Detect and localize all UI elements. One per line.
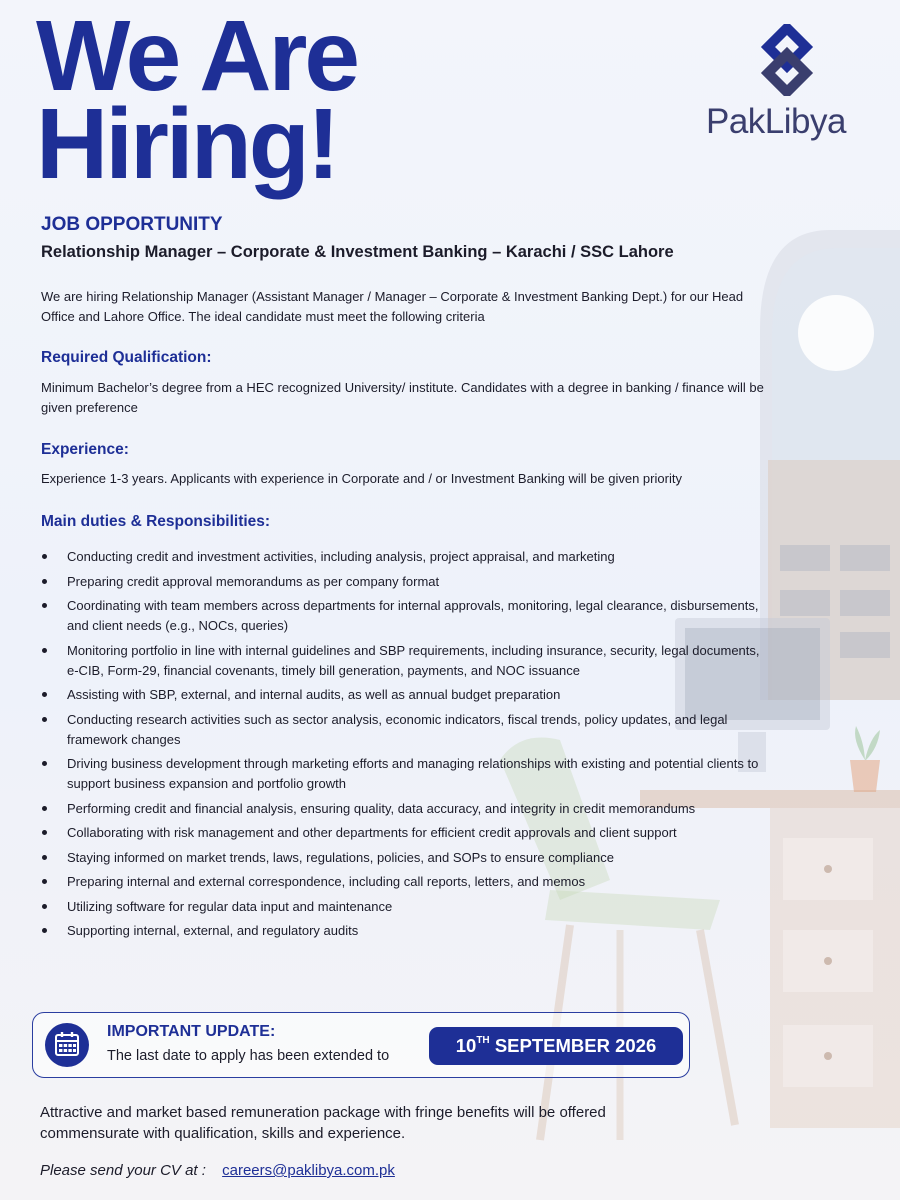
hero-line-1: We Are: [36, 0, 358, 112]
logo-wordmark: PakLibya: [706, 102, 846, 141]
duties-heading: Main duties & Responsibilities:: [41, 513, 271, 530]
experience-heading: Experience:: [41, 441, 129, 458]
job-title: Relationship Manager – Corporate & Investment Banking – Karachi / SSC Lahore: [41, 243, 674, 261]
qualification-text: Minimum Bachelor’s degree from a HEC recognized University/ institute. Candidates with a degree in banking / finance will be given preference: [41, 380, 764, 415]
duties-list: [41, 547, 761, 946]
update-heading: IMPORTANT UPDATE:: [107, 1023, 276, 1040]
cv-contact-line: [40, 1162, 395, 1179]
calendar-icon: [54, 1031, 80, 1057]
list-item: Preparing credit approval memorandums as per company format: [41, 572, 761, 592]
list-item: Supporting internal, external, and regulatory audits: [41, 921, 761, 941]
list-item: Coordinating with team members across departments for internal approvals, monitoring, legal clearance, disbursements, and client needs (e.g., NOCs, queries): [41, 596, 761, 636]
hero-headline: [36, 0, 358, 200]
deadline-date-badge: [429, 1027, 683, 1065]
list-item: Conducting credit and investment activities, including analysis, project appraisal, and marketing: [41, 547, 761, 567]
company-logo: [706, 24, 870, 148]
list-item: Staying informed on market trends, laws, regulations, policies, and SOPs to ensure compliance: [41, 848, 761, 868]
list-item: Performing credit and financial analysis, ensuring quality, data accuracy, and integrity in credit memorandums: [41, 799, 761, 819]
list-item: Utilizing software for regular data input and maintenance: [41, 897, 761, 917]
list-item: Monitoring portfolio in line with internal guidelines and SBP requirements, including insurance, security, legal documents, e-CIB, Form-29, financial covenants, timely bill generation, payments, and NOC issuance: [41, 641, 761, 681]
benefits-text: Attractive and market based remuneration package with fringe benefits will be offered commensurate with qualification, skills and experience.: [40, 1104, 606, 1142]
qualification-heading: Required Qualification:: [41, 349, 212, 366]
important-update-box: [32, 1012, 690, 1078]
update-text: The last date to apply has been extended to: [107, 1048, 390, 1064]
intro-paragraph: We are hiring Relationship Manager (Assistant Manager / Manager – Corporate & Investment Banking Dept.) for our Head Office and Lahore Office. The ideal candidate must meet the following criteria: [41, 289, 744, 324]
job-opportunity-label: JOB OPPORTUNITY: [41, 214, 223, 235]
list-item: Assisting with SBP, external, and internal audits, as well as annual budget preparation: [41, 685, 761, 705]
hero-line-2: Hiring!: [36, 88, 338, 200]
date-month-year: SEPTEMBER 2026: [494, 1035, 657, 1056]
list-item: Collaborating with risk management and other departments for efficient credit approvals and client support: [41, 823, 761, 843]
experience-text: Experience 1-3 years. Applicants with experience in Corporate and / or Investment Banking will be given priority: [41, 471, 682, 486]
cv-label: Please send your CV at :: [40, 1162, 206, 1179]
date-day: 10: [455, 1035, 477, 1056]
calendar-icon-badge: [45, 1023, 89, 1067]
list-item: Conducting research activities such as sector analysis, economic indicators, fiscal trends, policy updates, and legal framework changes: [41, 710, 761, 750]
careers-email-link[interactable]: careers@paklibya.com.pk: [222, 1162, 395, 1179]
date-suffix: TH: [476, 1035, 490, 1046]
list-item: Driving business development through marketing efforts and managing relationships with existing and potential clients to support business expansion and portfolio growth: [41, 754, 761, 794]
list-item: Preparing internal and external correspondence, including call reports, letters, and memos: [41, 872, 761, 892]
diamond-chain-logo-icon: [748, 24, 826, 96]
